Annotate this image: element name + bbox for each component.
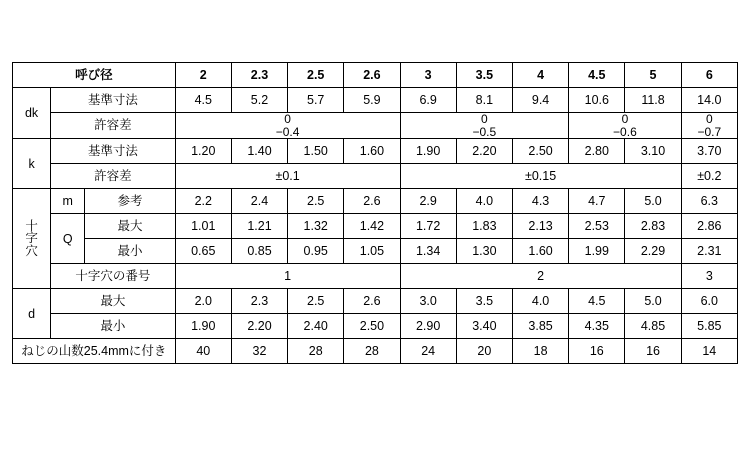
header-size-7: 4.5 (569, 63, 625, 88)
row-dk-tolerance (13, 113, 738, 139)
cell-dk-standard-1: 5.2 (231, 88, 287, 113)
cell-d-max-0: 2.0 (175, 289, 231, 314)
cell-threads-6: 18 (512, 339, 568, 364)
row-d-max (13, 289, 738, 314)
cell-m-reference-2: 2.5 (288, 189, 344, 214)
cell-d-min-5: 3.40 (456, 314, 512, 339)
cell-dk-standard-5: 8.1 (456, 88, 512, 113)
cell-q-max-6: 2.13 (512, 214, 568, 239)
row-k-tolerance (13, 164, 738, 189)
cell-d-max-6: 4.0 (512, 289, 568, 314)
cell-d-max-2: 2.5 (288, 289, 344, 314)
cell-dk-standard-9: 14.0 (681, 88, 737, 113)
subgroup-label-m: m (51, 189, 85, 214)
cell-q-min-5: 1.30 (456, 239, 512, 264)
header-size-1: 2.3 (231, 63, 287, 88)
group-label-k: k (13, 139, 51, 189)
cell-k-tolerance-0: ±0.1 (175, 164, 400, 189)
cell-k-tolerance-1: ±0.15 (400, 164, 681, 189)
cell-q-max-0: 1.01 (175, 214, 231, 239)
cell-q-min-7: 1.99 (569, 239, 625, 264)
cell-threads-4: 24 (400, 339, 456, 364)
cell-q-min-0: 0.65 (175, 239, 231, 264)
cell-d-min-4: 2.90 (400, 314, 456, 339)
cell-k-tolerance-2: ±0.2 (681, 164, 737, 189)
cell-q-min-4: 1.34 (400, 239, 456, 264)
cell-d-min-6: 3.85 (512, 314, 568, 339)
header-size-2: 2.5 (288, 63, 344, 88)
cell-dk-standard-2: 5.7 (288, 88, 344, 113)
cell-q-min-1: 0.85 (231, 239, 287, 264)
cell-cross-number-2: 3 (681, 264, 737, 289)
cell-dk-standard-4: 6.9 (400, 88, 456, 113)
label-dk-tolerance: 許容差 (51, 113, 176, 139)
group-label-cross-recess: 十 字 穴 (13, 189, 51, 289)
cell-k-standard-1: 1.40 (231, 139, 287, 164)
cell-q-max-8: 2.83 (625, 214, 681, 239)
cell-q-min-8: 2.29 (625, 239, 681, 264)
cell-dk-tolerance-1: 0 −0.5 (400, 113, 569, 139)
cell-m-reference-7: 4.7 (569, 189, 625, 214)
cell-cross-number-1: 2 (400, 264, 681, 289)
header-size-5: 3.5 (456, 63, 512, 88)
cell-cross-number-0: 1 (175, 264, 400, 289)
label-q-min: 最小 (85, 239, 175, 264)
cell-d-max-8: 5.0 (625, 289, 681, 314)
cell-m-reference-0: 2.2 (175, 189, 231, 214)
cell-q-max-3: 1.42 (344, 214, 400, 239)
row-m-reference (13, 189, 738, 214)
cell-dk-tolerance-0: 0 −0.4 (175, 113, 400, 139)
screw-specification-table (12, 62, 738, 364)
cell-dk-standard-3: 5.9 (344, 88, 400, 113)
cell-d-min-8: 4.85 (625, 314, 681, 339)
row-k-standard (13, 139, 738, 164)
cell-q-min-2: 0.95 (288, 239, 344, 264)
label-m-reference: 参考 (85, 189, 175, 214)
cell-d-min-2: 2.40 (288, 314, 344, 339)
cell-d-min-7: 4.35 (569, 314, 625, 339)
cell-threads-5: 20 (456, 339, 512, 364)
header-size-0: 2 (175, 63, 231, 88)
cell-threads-9: 14 (681, 339, 737, 364)
row-cross-number (13, 264, 738, 289)
group-label-d: d (13, 289, 51, 339)
header-size-6: 4 (512, 63, 568, 88)
cell-dk-standard-0: 4.5 (175, 88, 231, 113)
cell-dk-standard-7: 10.6 (569, 88, 625, 113)
cell-k-standard-0: 1.20 (175, 139, 231, 164)
cell-m-reference-3: 2.6 (344, 189, 400, 214)
cell-dk-tolerance-2: 0 −0.6 (569, 113, 681, 139)
cell-threads-2: 28 (288, 339, 344, 364)
table-header-row (13, 63, 738, 88)
cell-d-min-9: 5.85 (681, 314, 737, 339)
cell-k-standard-2: 1.50 (288, 139, 344, 164)
subgroup-label-q: Q (51, 214, 85, 264)
label-k-standard: 基準寸法 (51, 139, 176, 164)
cell-dk-standard-6: 9.4 (512, 88, 568, 113)
cell-q-max-4: 1.72 (400, 214, 456, 239)
cell-d-max-7: 4.5 (569, 289, 625, 314)
row-q-min (13, 239, 738, 264)
cell-q-min-6: 1.60 (512, 239, 568, 264)
label-k-tolerance: 許容差 (51, 164, 176, 189)
cell-threads-8: 16 (625, 339, 681, 364)
label-dk-standard: 基準寸法 (51, 88, 176, 113)
cell-q-max-7: 2.53 (569, 214, 625, 239)
cell-threads-1: 32 (231, 339, 287, 364)
cell-q-min-9: 2.31 (681, 239, 737, 264)
cell-threads-0: 40 (175, 339, 231, 364)
cell-k-standard-3: 1.60 (344, 139, 400, 164)
row-q-max (13, 214, 738, 239)
label-cross-number: 十字穴の番号 (51, 264, 176, 289)
cell-q-max-9: 2.86 (681, 214, 737, 239)
cell-q-min-3: 1.05 (344, 239, 400, 264)
cell-d-max-9: 6.0 (681, 289, 737, 314)
cell-d-min-1: 2.20 (231, 314, 287, 339)
cell-threads-7: 16 (569, 339, 625, 364)
label-threads-per-25-4mm: ねじの山数25.4mmに付き (13, 339, 176, 364)
row-d-min (13, 314, 738, 339)
cell-d-min-0: 1.90 (175, 314, 231, 339)
header-nominal-diameter: 呼び径 (13, 63, 176, 88)
cell-dk-standard-8: 11.8 (625, 88, 681, 113)
cell-d-max-5: 3.5 (456, 289, 512, 314)
cell-d-min-3: 2.50 (344, 314, 400, 339)
cell-k-standard-8: 3.10 (625, 139, 681, 164)
cell-q-max-1: 1.21 (231, 214, 287, 239)
cell-d-max-3: 2.6 (344, 289, 400, 314)
row-threads (13, 339, 738, 364)
cell-m-reference-6: 4.3 (512, 189, 568, 214)
cell-k-standard-7: 2.80 (569, 139, 625, 164)
table-body (13, 63, 738, 364)
cell-q-max-5: 1.83 (456, 214, 512, 239)
cell-threads-3: 28 (344, 339, 400, 364)
cell-k-standard-5: 2.20 (456, 139, 512, 164)
cell-k-standard-9: 3.70 (681, 139, 737, 164)
cell-m-reference-5: 4.0 (456, 189, 512, 214)
cell-d-max-4: 3.0 (400, 289, 456, 314)
cell-dk-tolerance-3: 0 −0.7 (681, 113, 737, 139)
label-d-max: 最大 (51, 289, 176, 314)
cell-d-max-1: 2.3 (231, 289, 287, 314)
header-size-3: 2.6 (344, 63, 400, 88)
cell-m-reference-1: 2.4 (231, 189, 287, 214)
label-d-min: 最小 (51, 314, 176, 339)
cell-m-reference-8: 5.0 (625, 189, 681, 214)
header-size-8: 5 (625, 63, 681, 88)
header-size-9: 6 (681, 63, 737, 88)
row-dk-standard (13, 88, 738, 113)
header-size-4: 3 (400, 63, 456, 88)
cell-m-reference-9: 6.3 (681, 189, 737, 214)
cell-q-max-2: 1.32 (288, 214, 344, 239)
cell-m-reference-4: 2.9 (400, 189, 456, 214)
cell-k-standard-4: 1.90 (400, 139, 456, 164)
group-label-dk: dk (13, 88, 51, 139)
spec-table-container (12, 62, 738, 364)
label-q-max: 最大 (85, 214, 175, 239)
cell-k-standard-6: 2.50 (512, 139, 568, 164)
